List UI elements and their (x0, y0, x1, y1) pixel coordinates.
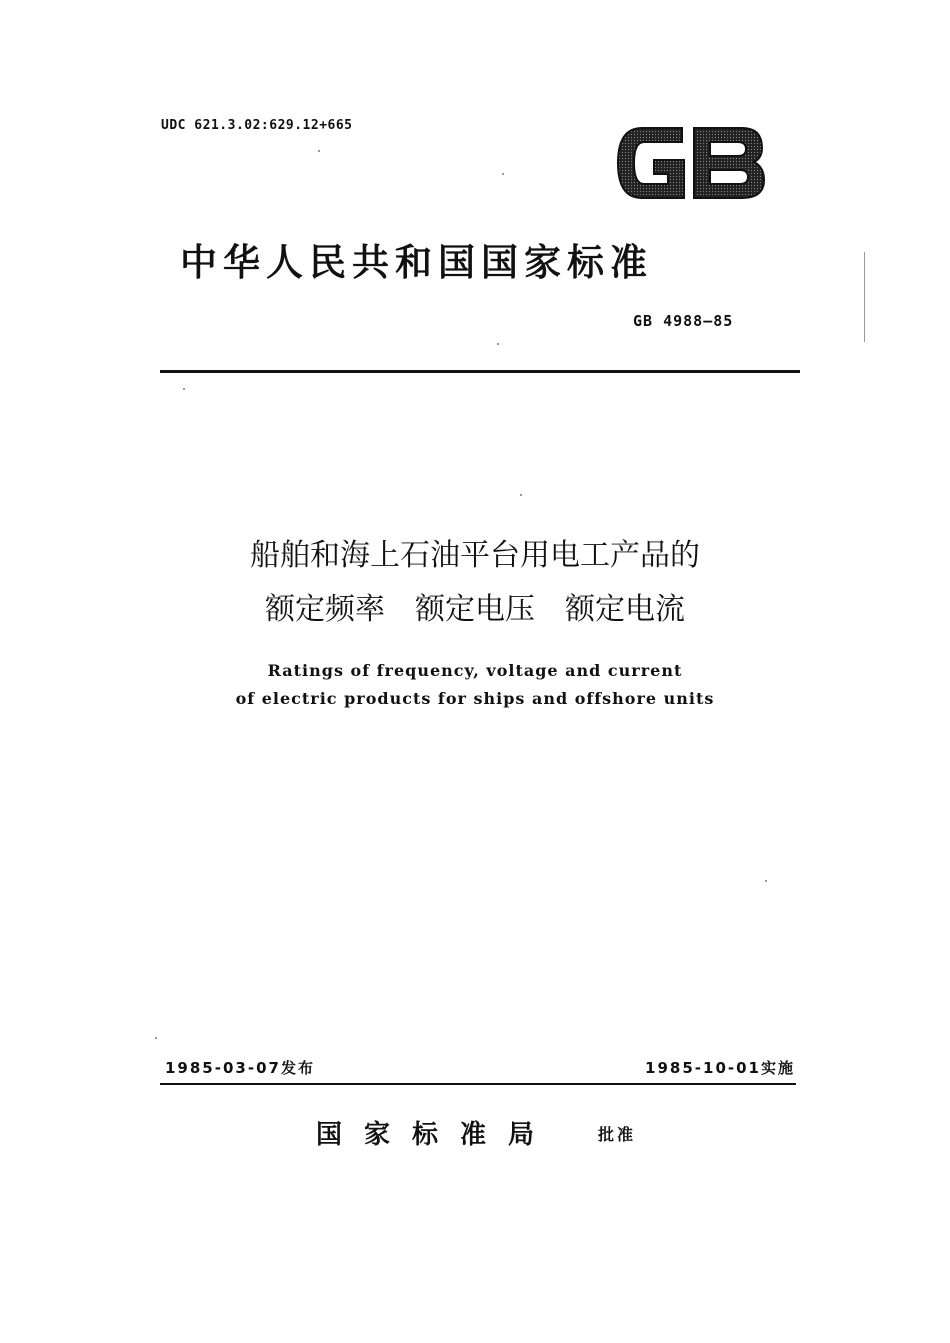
footer-divider (160, 1083, 796, 1085)
margin-mark (864, 252, 865, 342)
issuing-authority: 国家标准局 (316, 1120, 557, 1150)
english-title-line-2: of electric products for ships and offshore units (235, 689, 715, 708)
scan-speck (155, 1037, 157, 1039)
standard-number: GB 4988—85 (633, 312, 734, 330)
scan-speck (318, 150, 320, 152)
udc-code: UDC 621.3.02:629.12+665 (161, 118, 353, 133)
scan-speck (497, 343, 499, 345)
implementation-date: 1985-10-01实施 (645, 1059, 795, 1077)
chinese-title-line-2: 额定频率 额定电压 额定电流 (265, 592, 685, 627)
header-divider (160, 370, 800, 373)
national-standard-title: 中华人民共和国国家标准 (180, 240, 653, 284)
scan-speck (183, 388, 185, 390)
approval-label: 批准 (598, 1125, 637, 1144)
scan-speck (520, 494, 522, 496)
english-title-line-1: Ratings of frequency, voltage and current (267, 661, 683, 680)
scan-speck (765, 880, 767, 882)
issue-date: 1985-03-07发布 (165, 1059, 315, 1077)
scan-speck (502, 173, 504, 175)
gb-logo (612, 118, 768, 208)
chinese-title-line-1: 船舶和海上石油平台用电工产品的 (250, 538, 700, 573)
